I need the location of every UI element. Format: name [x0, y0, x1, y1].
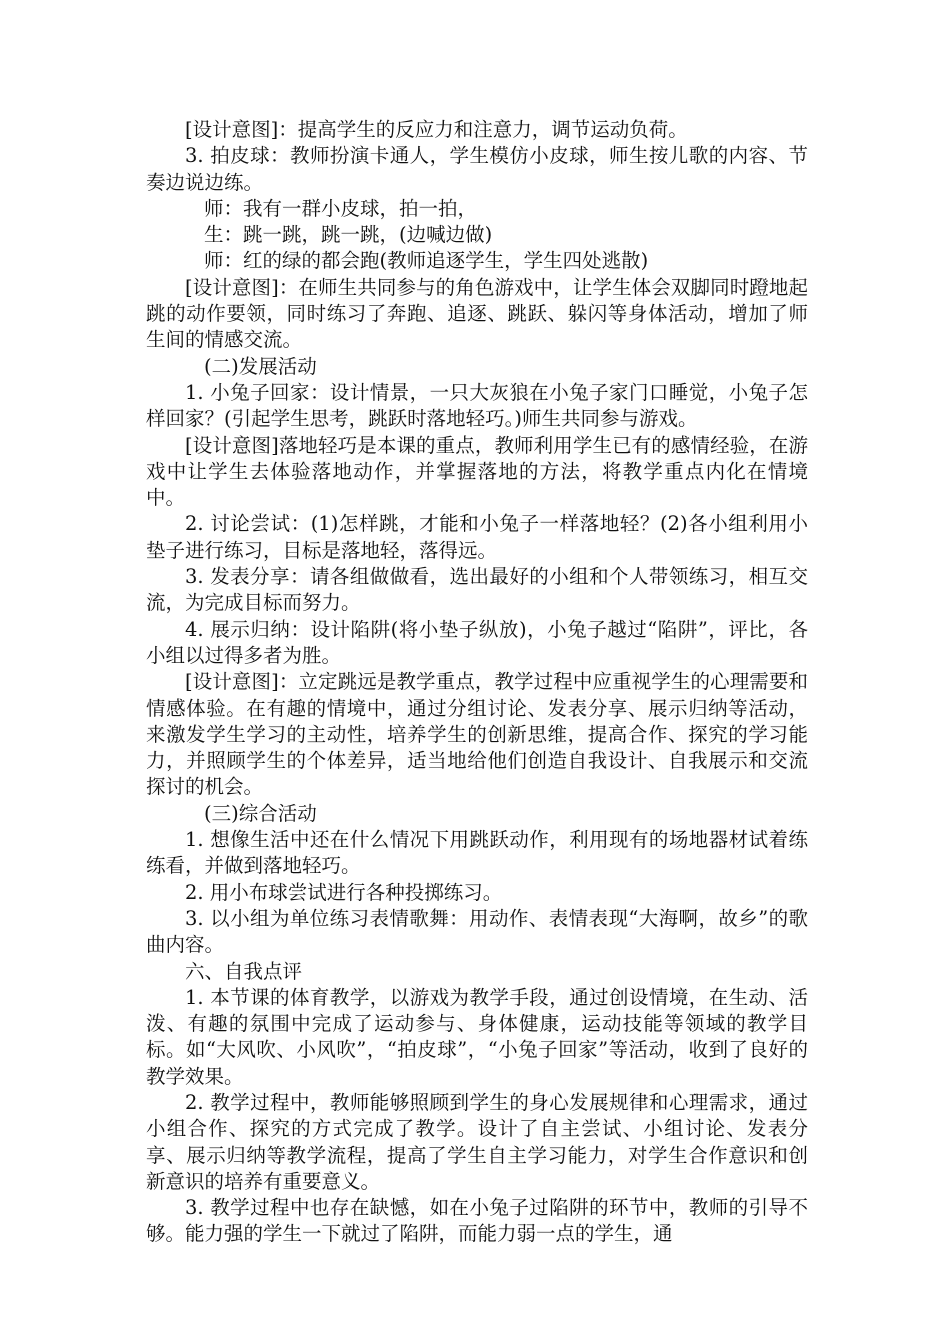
document-page: [146, 117, 808, 1248]
activity-paragraph: 1. 小兔子回家：设计情景，一只大灰狼在小兔子家门口睡觉，小兔子怎样回家？(引起学生思考，跳跃时落地轻巧。)师生共同参与游戏。: [146, 380, 808, 431]
evaluation-paragraph: 3. 教学过程中也存在缺憾，如在小兔子过陷阱的环节中，教师的引导不够。能力强的学生一下就过了陷阱，而能力弱一点的学生，通: [146, 1196, 808, 1246]
activity-paragraph: 3. 发表分享：请各组做做看，选出最好的小组和个人带领练习，相互交流，为完成目标而努力。: [146, 565, 808, 615]
design-intent-paragraph: [设计意图]：提高学生的反应力和注意力，调节运动负荷。: [185, 118, 688, 141]
design-intent-paragraph: [设计意图]：立定跳远是教学重点，教学过程中应重视学生的心理需要和情感体验。在有趣的情境中，通过分组讨论、发表分享、展示归纳等活动，来激发学生学习的主动性，培养学生的创新思维，提高合作、探究的学习能力，并照顾学生的个体差异，适当地给他们创造自我设计、自我展示和交流探讨的机会。: [146, 670, 808, 799]
chapter-heading: 六、自我点评: [185, 959, 303, 983]
section-heading: (三)综合活动: [204, 801, 317, 825]
activity-paragraph: 3. 拍皮球：教师扮演卡通人，学生模仿小皮球，师生按儿歌的内容、节奏边说边练。: [146, 144, 808, 194]
section-heading: (二)发展活动: [204, 354, 317, 378]
evaluation-paragraph: 1. 本节课的体育教学，以游戏为教学手段，通过创设情境，在生动、活泼、有趣的氛围中完成了运动参与、身体健康，运动技能等领域的教学目标。如“大风吹、小风吹”，“拍皮球”，“小兔子回家”等活动，收到了良好的教学效果。: [146, 985, 808, 1088]
dialog-line: 生：跳一跳，跳一跳，(边喊边做): [204, 223, 493, 247]
design-intent-paragraph: [设计意图]落地轻巧是本课的重点，教师利用学生已有的感情经验，在游戏中让学生去体验落地动作，并掌握落地的方法，将教学重点内化在情境中。: [146, 433, 808, 510]
dialog-line: 师：我有一群小皮球，拍一拍，: [204, 196, 478, 220]
dialog-line: 师：红的绿的都会跑(教师追逐学生，学生四处逃散): [204, 249, 649, 273]
activity-paragraph: 3. 以小组为单位练习表情歌舞：用动作、表情表现“大海啊，故乡”的歌曲内容。: [146, 906, 808, 957]
evaluation-paragraph: 2. 教学过程中，教师能够照顾到学生的身心发展规律和心理需求，通过小组合作、探究的方式完成了教学。设计了自主尝试、小组讨论、发表分享、展示归纳等教学流程，提高了学生自主学习能力，对学生合作意识和创新意识的培养有重要意义。: [146, 1090, 808, 1193]
activity-paragraph: 4. 展示归纳：设计陷阱(将小垫子纵放)，小兔子越过“陷阱”，评比，各小组以过得多者为胜。: [146, 617, 808, 667]
activity-paragraph: 1. 想像生活中还在什么情况下用跳跃动作，利用现有的场地器材试着练练看，并做到落地轻巧。: [146, 828, 808, 878]
activity-paragraph: 2. 用小布球尝试进行各种投掷练习。: [185, 880, 503, 904]
design-intent-paragraph: [设计意图]：在师生共同参与的角色游戏中，让学生体会双脚同时蹬地起跳的动作要领，同时练习了奔跑、追逐、跳跃、躲闪等身体活动，增加了师生间的情感交流。: [146, 275, 808, 352]
activity-paragraph: 2. 讨论尝试：(1)怎样跳，才能和小兔子一样落地轻？(2)各小组利用小垫子进行练习，目标是落地轻，落得远。: [146, 512, 808, 562]
